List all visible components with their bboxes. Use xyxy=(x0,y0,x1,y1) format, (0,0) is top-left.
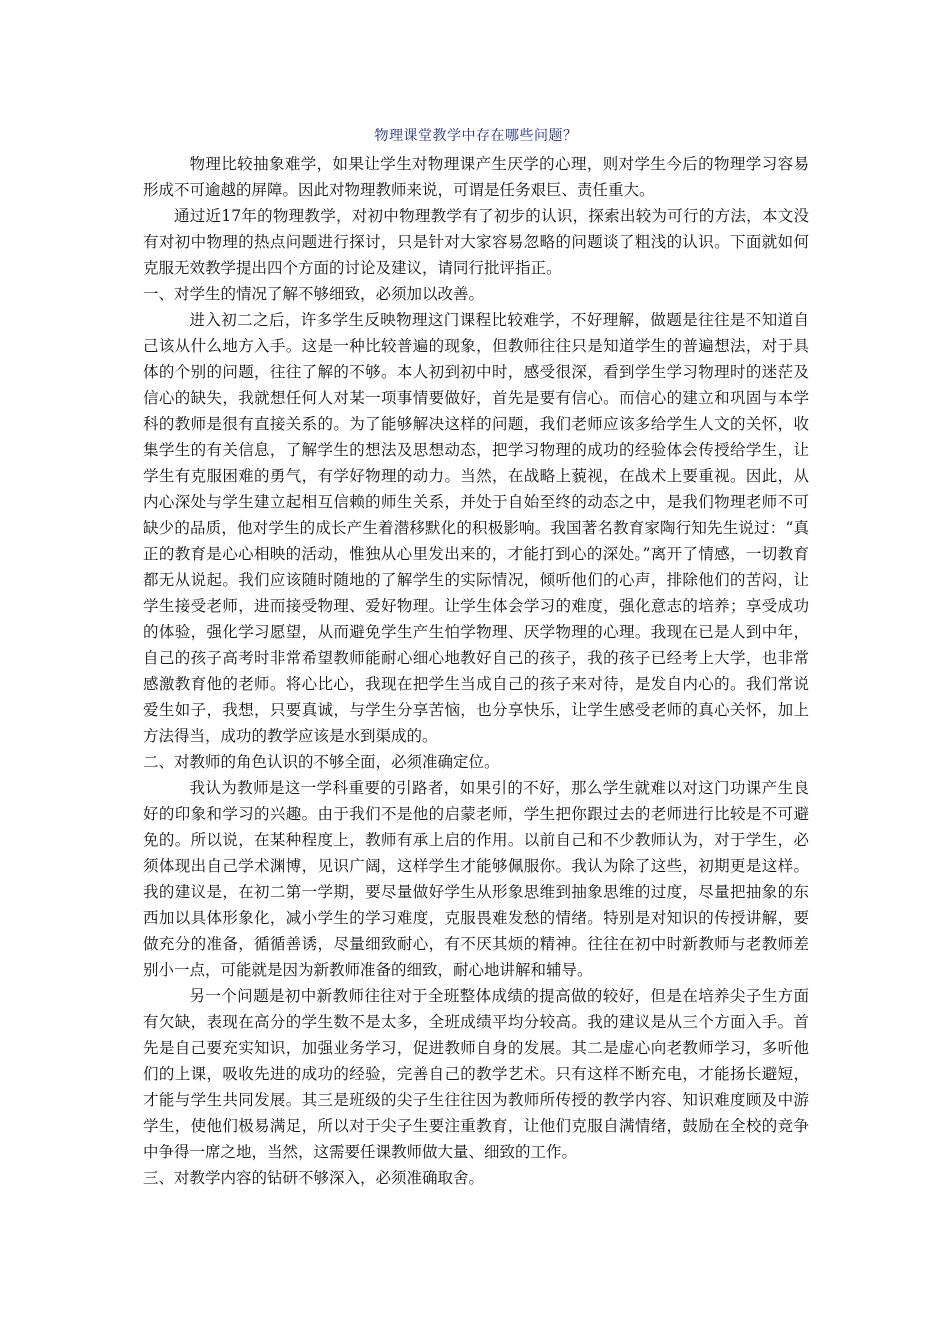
section-heading-1: 一、对学生的情况了解不够细致，必须加以改善。 xyxy=(143,285,485,303)
document-body xyxy=(143,125,809,1191)
section-2-body: 我认为教师是这一学科重要的引路者，如果引的不好，那么学生就难以对这门功课产生良好的印象和学习的兴趣。由于我们不是他的启蒙老师，学生把你跟过去的老师进行比较是不可避免的。所以说，在某种程度上，教师有承上启的作用。以前自己和不少教师认为，对于学生，必须体现出自己学术渊博，见识广阔，这样学生才能够佩服你。我认为除了这些，初期更是这样。我的建议是，在初二第一学期，要尽量做好学生从形象思维到抽象思维的过度，尽量把抽象的东西加以具体形象化，减小学生的学习难度，克服畏难发愁的情绪。特别是对知识的传授讲解，要做充分的准备，循循善诱，尽量细致耐心，有不厌其烦的精神。往往在初中时新教师与老教师差别小一点，可能就是因为新教师准备的细致，耐心地讲解和辅导。 xyxy=(143,779,809,979)
section-heading-2: 二、对教师的角色认识的不够全面，必须准确定位。 xyxy=(143,753,500,771)
section-heading-3: 三、对教学内容的钻研不够深入，必须准确取舍。 xyxy=(143,1169,485,1187)
overview-paragraph: 通过近17年的物理教学，对初中物理教学有了初步的认识，探索出较为可行的方法，本文没有对初中物理的热点问题进行探讨，只是针对大家容易忽略的问题谈了粗浅的认识。下面就如何克服无效教学提出四个方面的讨论及建议，请同行批评指正。 xyxy=(143,207,809,277)
intro-paragraph: 物理比较抽象难学，如果让学生对物理课产生厌学的心理，则对学生今后的物理学习容易形成不可逾越的屏障。因此对物理教师来说，可谓是任务艰巨、责任重大。 xyxy=(143,155,809,199)
section-2-body-continued: 另一个问题是初中新教师往往对于全班整体成绩的提高做的较好，但是在培养尖子生方面有欠缺，表现在高分的学生数不是太多，全班成绩平均分较高。我的建议是从三个方面入手。首先是自己要充实知识，加强业务学习，促进教师自身的发展。其二是虚心向老教师学习，多听他们的上课，吸收先进的成功的经验，完善自己的教学艺术。只有这样不断充电，才能扬长避短，才能与学生共同发展。其三是班级的尖子生往往因为教师所传授的教学内容、知识难度顾及中游学生，使他们极易满足，所以对于尖子生要注重教育，让他们克服自满情绪，鼓励在全校的竞争中争得一席之地，当然，这需要任课教师做大量、细致的工作。 xyxy=(143,987,809,1161)
section-1-body: 进入初二之后，许多学生反映物理这门课程比较难学，不好理解，做题是往往是不知道自己该从什么地方入手。这是一种比较普遍的现象，但教师往往只是知道学生的普遍想法，对于具体的个别的问题，往往了解的不够。本人初到初中时，感受很深，看到学生学习物理时的迷茫及信心的缺失，我就想任何人对某一项事情要做好，首先是要有信心。而信心的建立和巩固与本学科的教师是很有直接关系的。为了能够解决这样的问题，我们老师应该多给学生人文的关怀，收集学生的有关信息，了解学生的想法及思想动态，把学习物理的成功的经验体会传授给学生，让学生有克服困难的勇气，有学好物理的动力。当然，在战略上藐视，在战术上要重视。因此，从内心深处与学生建立起相互信赖的师生关系，并处于自始至终的动态之中，是我们物理老师不可缺少的品质，他对学生的成长产生着潜移默化的积极影响。我国著名教育家陶行知先生说过：“真正的教育是心心相映的活动，惟独从心里发出来的，才能打到心的深处。”离开了情感，一切教育都无从说起。我们应该随时随地的了解学生的实际情况，倾听他们的心声，排除他们的苦闷，让学生接受老师，进而接受物理、爱好物理。让学生体会学习的难度，强化意志的培养；享受成功的体验，强化学习愿望，从而避免学生产生怕学物理、厌学物理的心理。我现在已是人到中年，自己的孩子高考时非常希望教师能耐心细心地教好自己的孩子，我的孩子已经考上大学，也非常感激教育他的老师。将心比心，我现在把学生当成自己的孩子来对待，是发自内心的。我们常说爱生如子，我想，只要真诚，与学生分享苦恼，也分享快乐，让学生感受老师的真心关怀，加上方法得当，成功的教学应该是水到渠成的。 xyxy=(143,311,809,745)
page-title: 物理课堂教学中存在哪些问题？ xyxy=(374,128,578,144)
